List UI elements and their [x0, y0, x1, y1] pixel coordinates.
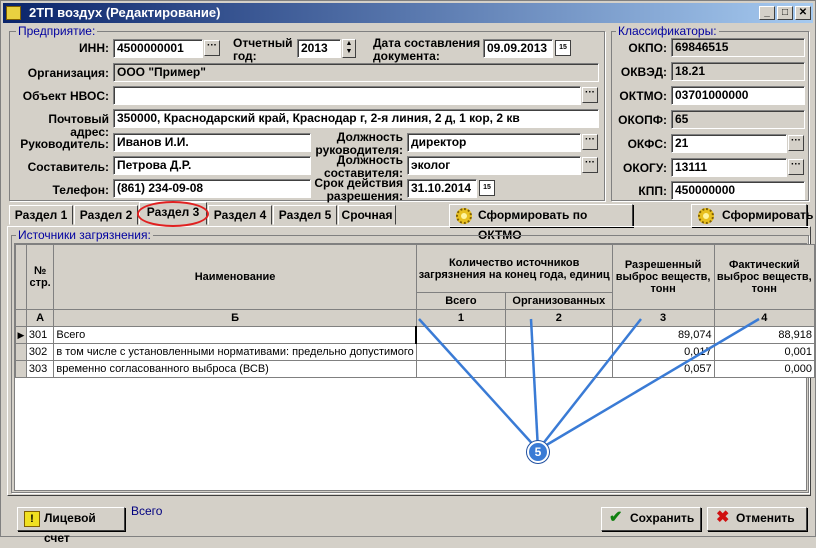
- row-num: 302: [26, 344, 54, 361]
- author-field[interactable]: Петрова Д.Р.: [113, 156, 311, 175]
- row-allowed-cell[interactable]: 0,017: [612, 344, 714, 361]
- callout-line-allowed: [538, 319, 641, 450]
- author-pos-label: Должность составителя:: [324, 153, 403, 180]
- tab-section-4[interactable]: Раздел 4: [208, 205, 272, 225]
- tab-section-3[interactable]: Раздел 3: [139, 202, 207, 225]
- okogu-field[interactable]: 13111: [671, 158, 787, 177]
- window-title: 2ТП воздух (Редактирование): [29, 5, 221, 20]
- okopf-label: ОКОПФ:: [618, 113, 667, 127]
- row-allowed-cell[interactable]: 89,074: [612, 327, 714, 344]
- year-field[interactable]: 2013: [297, 39, 341, 58]
- status-text: Всего: [131, 504, 163, 518]
- kpp-label: КПП:: [638, 184, 667, 198]
- row-name: Всего: [54, 327, 416, 344]
- okved-label: ОКВЭД:: [620, 65, 667, 79]
- okpo-label: ОКПО:: [628, 41, 667, 55]
- oktmo-field[interactable]: 03701000000: [671, 86, 805, 105]
- phone-field[interactable]: (861) 234-09-08: [113, 179, 311, 198]
- author-pos-field[interactable]: эколог: [407, 156, 581, 175]
- col-header-num: № стр.: [26, 245, 54, 310]
- head-label: Руководитель:: [20, 137, 109, 151]
- code-a: А: [26, 310, 54, 327]
- okpo-field[interactable]: 69846515: [671, 38, 805, 57]
- callout-line-actual: [538, 319, 759, 450]
- calendar-icon[interactable]: 15: [555, 40, 571, 56]
- year-spinner[interactable]: ▲ ▼: [342, 39, 356, 58]
- code-3: 3: [612, 310, 714, 327]
- head-field[interactable]: Иванов И.И.: [113, 133, 311, 152]
- col-header-org: Организованных: [506, 293, 613, 310]
- col-header-allowed: Разрешенный выброс веществ, тонн: [612, 245, 714, 310]
- org-field[interactable]: ООО "Пример": [113, 63, 599, 82]
- callout-badge: 5: [527, 441, 549, 463]
- nvos-label: Объект НВОС:: [22, 89, 109, 103]
- okfs-label: ОКФС:: [627, 137, 667, 151]
- current-row-arrow-icon: ▶: [16, 327, 27, 344]
- minimize-button[interactable]: _: [759, 6, 775, 20]
- cancel-button-label: Отменить: [736, 511, 795, 525]
- col-header-total: Всего: [416, 293, 505, 310]
- save-button-label: Сохранить: [630, 511, 695, 525]
- maximize-button[interactable]: □: [777, 6, 793, 20]
- row-actual-cell[interactable]: 0,000: [714, 361, 814, 378]
- year-label: Отчетный год:: [233, 36, 293, 63]
- author-label: Составитель:: [27, 160, 109, 174]
- okfs-lookup-button[interactable]: ···: [788, 135, 804, 151]
- row-num: 301: [26, 327, 54, 344]
- kpp-field[interactable]: 450000000: [671, 181, 805, 200]
- nvos-lookup-button[interactable]: ···: [582, 87, 598, 103]
- permit-label: Срок действия разрешения:: [314, 176, 403, 203]
- callout-lines: [1, 1, 816, 538]
- okfs-field[interactable]: 21: [671, 134, 787, 153]
- classifiers-group-title: Классификаторы:: [618, 24, 717, 38]
- permit-calendar-icon[interactable]: 15: [479, 180, 495, 196]
- row-name: в том числе с установленными нормативами: предельно допустимого: [54, 344, 416, 361]
- author-pos-lookup-button[interactable]: ···: [582, 157, 598, 173]
- okogu-lookup-button[interactable]: ···: [788, 159, 804, 175]
- okogu-label: ОКОГУ:: [623, 161, 667, 175]
- tab-section-1[interactable]: Раздел 1: [9, 205, 73, 225]
- code-1: 1: [416, 310, 505, 327]
- close-button[interactable]: ✕: [795, 6, 811, 20]
- address-field[interactable]: 350000, Краснодарский край, Краснодар г, 2-я линия, 2 д, 1 кор, 2 кв: [113, 109, 599, 128]
- head-pos-lookup-button[interactable]: ···: [582, 134, 598, 150]
- inn-field[interactable]: 4500000001: [113, 39, 203, 58]
- sources-group-title: Источники загрязнения:: [18, 228, 151, 242]
- col-header-name: Наименование: [54, 245, 416, 310]
- form-by-oktmo-label: Сформировать по ОКТМО: [478, 208, 588, 242]
- tab-section-2[interactable]: Раздел 2: [74, 205, 138, 225]
- form-label: Сформировать: [722, 208, 814, 222]
- cross-icon: ✖: [716, 509, 730, 526]
- callout-line-org: [531, 319, 538, 450]
- enterprise-group-title: Предприятие:: [18, 24, 96, 38]
- col-header-qty: Количество источников загрязнения на конец года, единиц: [416, 245, 612, 293]
- code-2: 2: [506, 310, 613, 327]
- callout-line-total: [419, 319, 538, 450]
- docdate-field[interactable]: 09.09.2013: [483, 39, 553, 58]
- phone-label: Телефон:: [52, 183, 109, 197]
- code-b: Б: [54, 310, 416, 327]
- code-4: 4: [714, 310, 814, 327]
- org-label: Организация:: [27, 66, 109, 80]
- check-icon: ✔: [609, 509, 623, 526]
- account-button-label: Лицевой счет: [44, 511, 96, 545]
- tab-urgent[interactable]: Срочная: [338, 205, 396, 225]
- okved-field[interactable]: 18.21: [671, 62, 805, 81]
- tab-section-5[interactable]: Раздел 5: [273, 205, 337, 225]
- col-header-actual: Фактический выброс веществ, тонн: [714, 245, 814, 310]
- row-allowed-cell[interactable]: 0,057: [612, 361, 714, 378]
- row-name: временно согласованного выброса (ВСВ): [54, 361, 416, 378]
- docdate-label: Дата составления документа:: [373, 36, 481, 63]
- oktmo-label: ОКТМО:: [619, 89, 667, 103]
- permit-field[interactable]: 31.10.2014: [407, 179, 477, 198]
- warning-icon: !: [24, 511, 40, 527]
- head-pos-label: Должность руководителя:: [315, 130, 403, 157]
- row-actual-cell[interactable]: 88,918: [714, 327, 814, 344]
- row-num: 303: [26, 361, 54, 378]
- row-actual-cell[interactable]: 0,001: [714, 344, 814, 361]
- address-label: Почтовый адрес:: [48, 112, 109, 139]
- inn-label: ИНН:: [79, 41, 109, 55]
- okopf-field[interactable]: 65: [671, 110, 805, 129]
- head-pos-field[interactable]: директор: [407, 133, 581, 152]
- inn-lookup-button[interactable]: ···: [204, 40, 220, 56]
